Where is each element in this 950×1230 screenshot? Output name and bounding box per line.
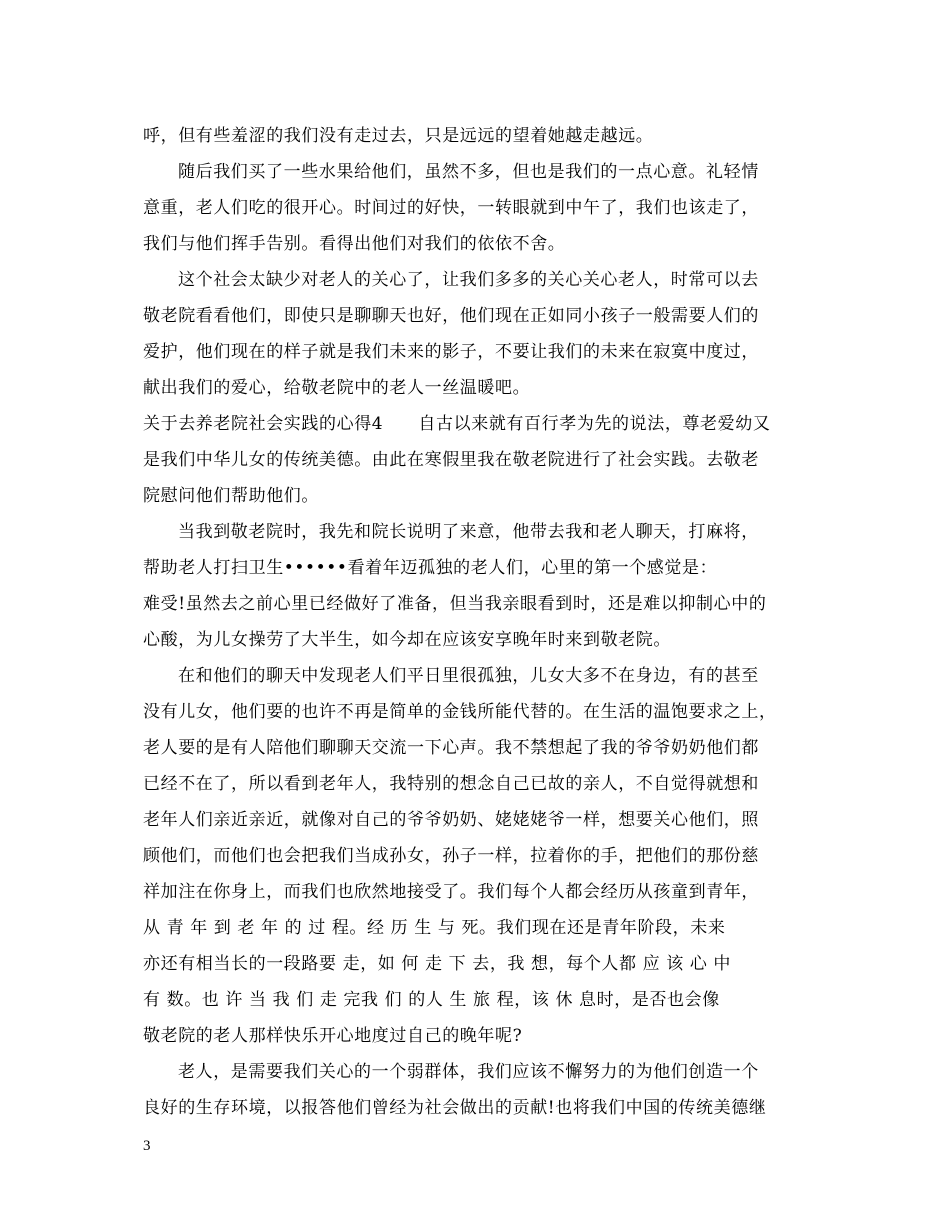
text-line: 献出我们的爱心，给敬老院中的老人一丝温暖吧。 [143,378,531,398]
text-line: 难受!虽然去之前心里已经做好了准备，但当我亲眼看到时，还是难以抑制心中的 [143,594,767,614]
text-line: 敬老院的老人那样快乐开心地度过自己的晚年呢? [143,1026,523,1046]
text-line: 我们与他们挥手告别。看得出他们对我们的依依不舍。 [143,234,566,254]
text-line: 祥加注在你身上，而我们也欣然地接受了。我们每个人都会经历从孩童到青年， [143,882,759,902]
text-line: 顾他们，而他们也会把我们当成孙女，孙子一样，拉着你的手，把他们的那份慈 [143,846,759,866]
text-line: 心酸，为儿女操劳了大半生，如今却在应该安享晚年时来到敬老院。 [143,630,671,650]
text-line: 良好的生存环境，以报答他们曾经为社会做出的贡献!也将我们中国的传统美德继 [143,1098,767,1118]
text-line: 老人，是需要我们关心的一个弱群体，我们应该不懈努力的为他们创造一个 [178,1062,759,1082]
text-line: 呼，但有些羞涩的我们没有走过去，只是远远的望着她越走越远。 [143,126,654,146]
text-line: 随后我们买了一些水果给他们，虽然不多，但也是我们的一点心意。礼轻情 [178,162,759,182]
text-line: 老年人们亲近亲近，就像对自己的爷爷奶奶、姥姥姥爷一样，想要关心他们，照 [143,810,759,830]
text-line: 帮助老人打扫卫生••••••看着年迈孤独的老人们，心里的第一个感觉是： [143,558,718,578]
page-number: 3 [143,1138,151,1154]
text-line: 老人要的是有人陪他们聊聊天交流一下心声。我不禁想起了我的爷爷奶奶他们都 [143,738,759,758]
text-line: 当我到敬老院时，我先和院长说明了来意，他带去我和老人聊天，打麻将， [178,522,759,542]
section-heading-line: 关于去养老院社会实践的心得4 自古以来就有百行孝为先的说法，尊老爱幼又 [143,414,771,434]
text-line: 院慰问他们帮助他们。 [143,486,319,506]
text-line: 这个社会太缺少对老人的关心了，让我们多多的关心关心老人，时常可以去 [178,270,759,290]
text-line: 意重，老人们吃的很开心。时间过的好快，一转眼就到中午了，我们也该走了， [143,198,759,218]
text-line: 有 数。也 许 当 我 们 走 完我 们 的人 生 旅 程，该 休 息时，是否也会像 [143,990,720,1010]
text-line: 爱护，他们现在的样子就是我们未来的影子，不要让我们的未来在寂寞中度过， [143,342,759,362]
text-line: 在和他们的聊天中发现老人们平日里很孤独，儿女大多不在身边，有的甚至 [178,666,759,686]
text-line: 已经不在了，所以看到老年人，我特别的想念自己已故的亲人，不自觉得就想和 [143,774,759,794]
text-line: 是我们中华儿女的传统美德。由此在寒假里我在敬老院进行了社会实践。去敬老 [143,450,759,470]
text-line: 敬老院看看他们，即使只是聊聊天也好，他们现在正如同小孩子一般需要人们的 [143,306,759,326]
text-line: 亦还有相当长的一段路要 走，如 何 走 下 去，我 想，每个人都 应 该 心 中 [143,954,732,974]
text-line: 从 青 年 到 老 年 的 过 程。经 历 生 与 死。我们现在还是青年阶段，未来 [143,918,726,938]
text-line: 没有儿女，他们要的也许不再是简单的金钱所能代替的。在生活的温饱要求之上， [143,702,777,722]
